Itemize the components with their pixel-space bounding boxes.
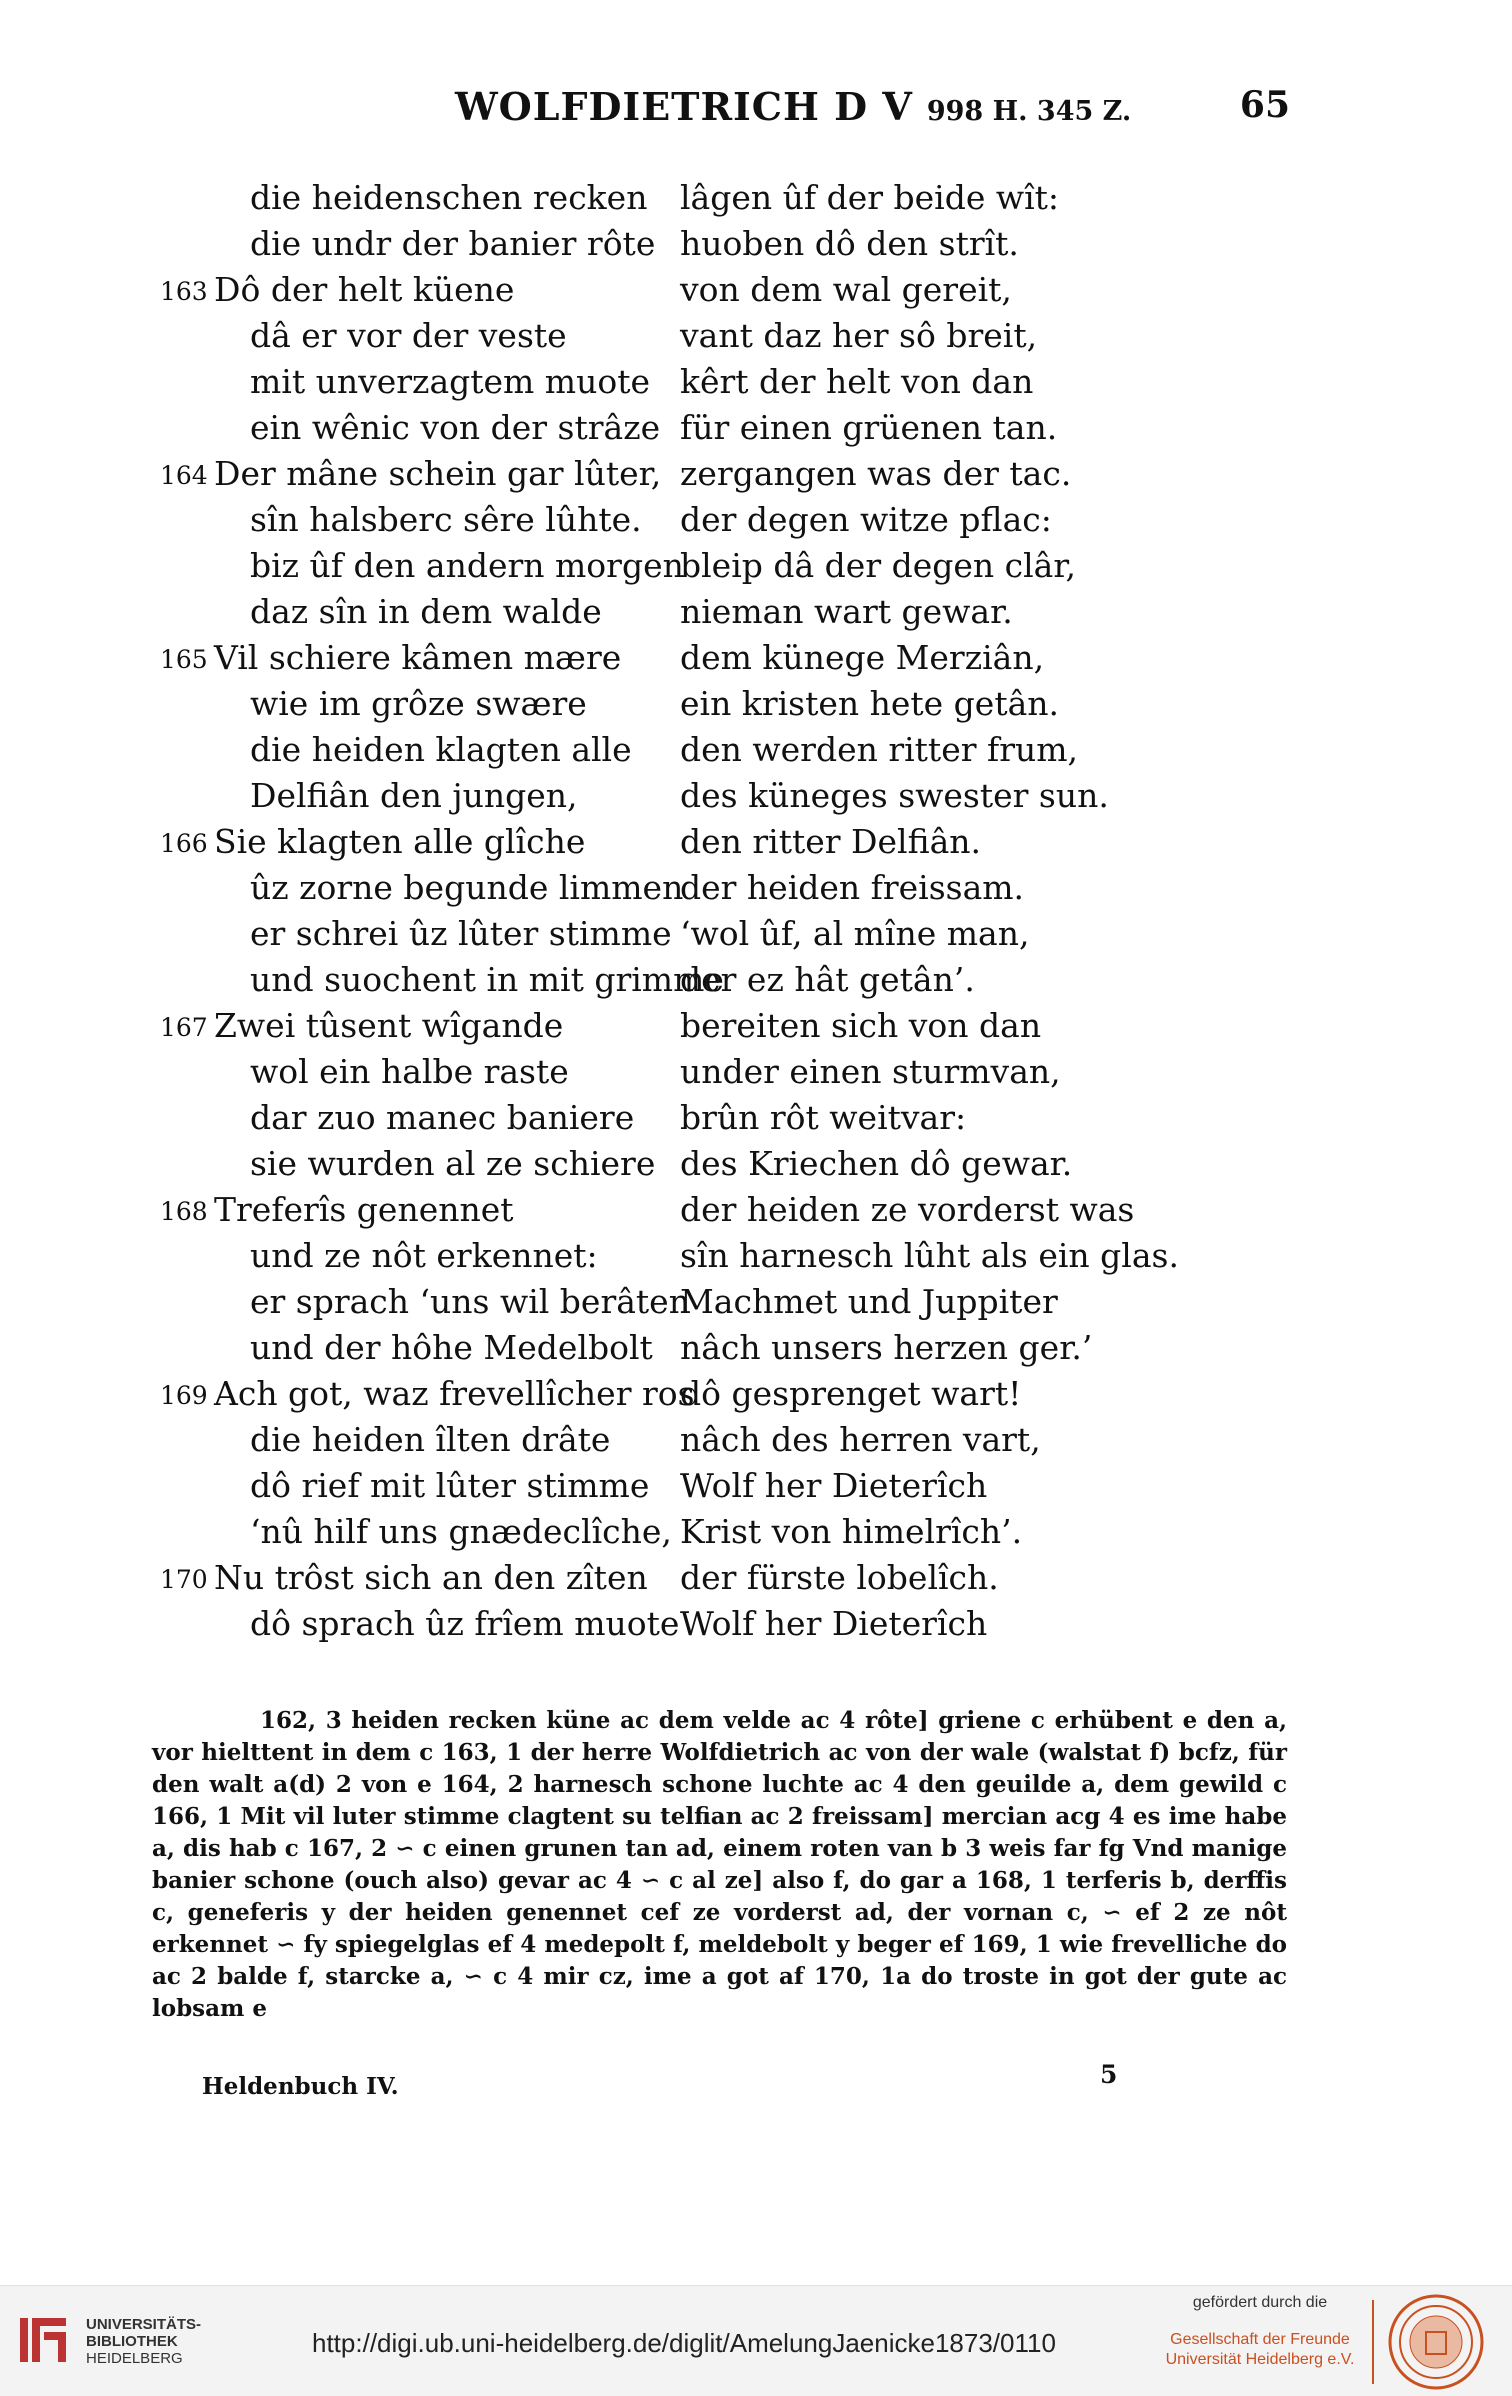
verse-first-half: und ze nôt erkennet: [250,1236,598,1275]
verse-line [0,1417,1512,1463]
stanza-number: 170 [160,1565,208,1594]
verse-line [0,1509,1512,1555]
verse-first-half: die heiden klagten alle [250,730,632,769]
verse-second-half: ein kristen hete getân. [680,684,1060,723]
verse-first-half: und suochent in mit grimme [250,960,724,999]
verse-second-half: des Kriechen dô gewar. [680,1144,1073,1183]
book-title-footer: Heldenbuch IV. [202,2073,399,2100]
page-header [150,84,1290,134]
verse-second-half: des küneges swester sun. [680,776,1109,815]
verse-second-half: Krist von himelrîch’. [680,1512,1023,1551]
verse-first-half: Ach got, waz frevellîcher ros [214,1374,695,1413]
verse-line [0,1325,1512,1371]
stanza-number: 168 [160,1197,208,1226]
verse-first-half: daz sîn in dem walde [250,592,602,631]
verse-second-half: zergangen was der tac. [680,454,1072,493]
verse-first-half: er schrei ûz lûter stimme [250,914,672,953]
verse-second-half: den ritter Delfiân. [680,822,982,861]
verse-text [0,175,1512,1647]
library-name-line2: BIBLIOTHEK [86,2333,178,2350]
stanza-number: 165 [160,645,208,674]
verse-line [0,635,1512,681]
verse-first-half: die undr der banier rôte [250,224,656,263]
verse-first-half: Dô der helt küene [214,270,515,309]
verse-first-half: Vil schiere kâmen mære [214,638,622,677]
verse-line [0,1601,1512,1647]
verse-first-half: sîn halsberc sêre lûhte. [250,500,642,539]
verse-line [0,957,1512,1003]
verse-line [0,405,1512,451]
running-title [455,84,1131,129]
verse-line [0,865,1512,911]
sponsor-label: gefördert durch die [1192,2294,1328,2311]
stanza-number: 163 [160,277,208,306]
sponsor-name[interactable] [1160,2330,1360,2370]
verse-second-half: von dem wal gereit, [680,270,1012,309]
verse-first-half: Delfiân den jungen, [250,776,578,815]
signature-mark: 5 [1100,2060,1118,2089]
library-name-line1: UNIVERSITÄTS- [86,2316,202,2333]
university-library-logo-icon[interactable] [14,2310,74,2370]
verse-line [0,1371,1512,1417]
verse-second-half: dô gesprenget wart! [680,1374,1022,1413]
stanza-number: 169 [160,1381,208,1410]
verse-first-half: wol ein halbe raste [250,1052,569,1091]
verse-second-half: Wolf her Dieterîch [680,1466,988,1505]
verse-second-half: lâgen ûf der beide wît: [680,178,1060,217]
stanza-number: 167 [160,1013,208,1042]
verse-second-half: der ez hât getân’. [680,960,975,999]
verse-line [0,1003,1512,1049]
verse-second-half: dem künege Merziân, [680,638,1045,677]
verse-first-half: ‘nû hilf uns gnædeclîche, [250,1512,672,1551]
verse-first-half: Der mâne schein gar lûter, [214,454,662,493]
verse-second-half: der fürste lobelîch. [680,1558,999,1597]
sponsor-name-line2: Universität Heidelberg e.V. [1165,2351,1355,2368]
verse-second-half: vant daz her sô breit, [680,316,1038,355]
verse-first-half: dâ er vor der veste [250,316,567,355]
verse-first-half: Sie klagten alle glîche [214,822,586,861]
verse-line [0,1049,1512,1095]
verse-line [0,1463,1512,1509]
verse-line [0,819,1512,865]
verse-line [0,589,1512,635]
verse-first-half: dô rief mit lûter stimme [250,1466,650,1505]
verse-second-half: nieman wart gewar. [680,592,1013,631]
library-name-line3: HEIDELBERG [86,2350,183,2367]
verse-second-half: der degen witze pflac: [680,500,1052,539]
verse-second-half: für einen grüenen tan. [680,408,1058,447]
verse-line [0,1279,1512,1325]
verse-second-half: kêrt der helt von dan [680,362,1034,401]
verse-first-half: mit unverzagtem muote [250,362,651,401]
verse-first-half: ein wênic von der strâze [250,408,661,447]
critical-apparatus [152,1705,1287,2025]
verse-line [0,313,1512,359]
verse-line [0,773,1512,819]
verse-first-half: die heiden îlten drâte [250,1420,611,1459]
verse-second-half: Machmet und Juppiter [680,1282,1058,1321]
verse-line [0,1555,1512,1601]
verse-first-half: dar zuo manec baniere [250,1098,635,1137]
verse-second-half: under einen sturmvan, [680,1052,1061,1091]
verse-line [0,221,1512,267]
university-seal-icon [1386,2292,1486,2392]
library-name[interactable] [86,2316,201,2367]
verse-first-half: sie wurden al ze schiere [250,1144,656,1183]
verse-second-half: Wolf her Dieterîch [680,1604,988,1643]
verse-line [0,1187,1512,1233]
page-number: 65 [1239,84,1290,126]
running-title-text: WOLFDIETRICH D V [455,84,913,129]
footer-divider [1372,2300,1374,2384]
running-title-subtitle: 998 H. 345 Z. [926,96,1132,127]
viewer-footer-bar [0,2285,1512,2396]
apparatus-text: 162, 3 heiden recken küne ac dem velde ac 4 rôte] griene c erhübent e den a, vor hielttent in dem c 163, 1 der herre Wolfdietrich ac von der wale (walstat f) bcfz, für den walt a(d) 2 von e 164, 2 harnesch schone luchte ac 4 den geuilde a, dem gewild c 166, 1 Mit vil luter stimme clagtent su telfian ac 2 freissam] mercian acg 4 es ime habe a, dis hab c 167, 2 ∽ c einen grunen tan ad, einem roten van b 3 weis far fg Vnd manige banier schone (ouch also) gevar ac 4 ∽ c al ze] also f, do gar a 168, 1 terferis b, derffis c, geneferis y der heiden genennet cef ze vorderst ad, der vornan c, ∽ ef 2 ze nôt erkennet ∽ fy spiegelglas ef 4 medepolt f, meldebolt y beger ef 169, 1 wie frevelliche do ac 2 balde f, starcke a, ∽ c 4 mir cz, ime a got af 170, 1a do troste in got der gute ac lobsam e [152,1707,1287,2022]
verse-line [0,451,1512,497]
verse-first-half: ûz zorne begunde limmen [250,868,684,907]
verse-second-half: brûn rôt weitvar: [680,1098,967,1137]
verse-line [0,911,1512,957]
verse-line [0,1095,1512,1141]
verse-first-half: biz ûf den andern morgen [250,546,684,585]
verse-second-half: sîn harnesch lûht als ein glas. [680,1236,1179,1275]
verse-line [0,359,1512,405]
sponsor-block [1160,2294,1360,2370]
verse-line [0,1141,1512,1187]
verse-first-half: die heidenschen recken [250,178,648,217]
verse-second-half: nâch des herren vart, [680,1420,1041,1459]
verse-line [0,727,1512,773]
verse-second-half: bereiten sich von dan [680,1006,1042,1045]
sponsor-name-line1: Gesellschaft der Freunde [1170,2331,1350,2348]
verse-line [0,175,1512,221]
verse-second-half: huoben dô den strît. [680,224,1019,263]
verse-second-half: bleip dâ der degen clâr, [680,546,1076,585]
verse-first-half: und der hôhe Medelbolt [250,1328,653,1367]
permalink-url[interactable]: http://digi.ub.uni-heidelberg.de/diglit/AmelungJaenicke1873/0110 [312,2328,1056,2358]
verse-first-half: wie im grôze swære [250,684,587,723]
verse-second-half: der heiden ze vorderst was [680,1190,1135,1229]
verse-first-half: er sprach ‘uns wil berâten [250,1282,690,1321]
verse-first-half: Nu trôst sich an den zîten [214,1558,648,1597]
verse-line [0,267,1512,313]
verse-second-half: den werden ritter frum, [680,730,1079,769]
verse-line [0,1233,1512,1279]
stanza-number: 166 [160,829,208,858]
verse-second-half: nâch unsers herzen ger.’ [680,1328,1093,1367]
verse-first-half: dô sprach ûz frîem muote [250,1604,680,1643]
verse-first-half: Treferîs genennet [214,1190,514,1229]
verse-line [0,497,1512,543]
verse-second-half: der heiden freissam. [680,868,1025,907]
verse-line [0,681,1512,727]
verse-first-half: Zwei tûsent wîgande [214,1006,564,1045]
stanza-number: 164 [160,461,208,490]
verse-second-half: ‘wol ûf, al mîne man, [680,914,1030,953]
verse-line [0,543,1512,589]
